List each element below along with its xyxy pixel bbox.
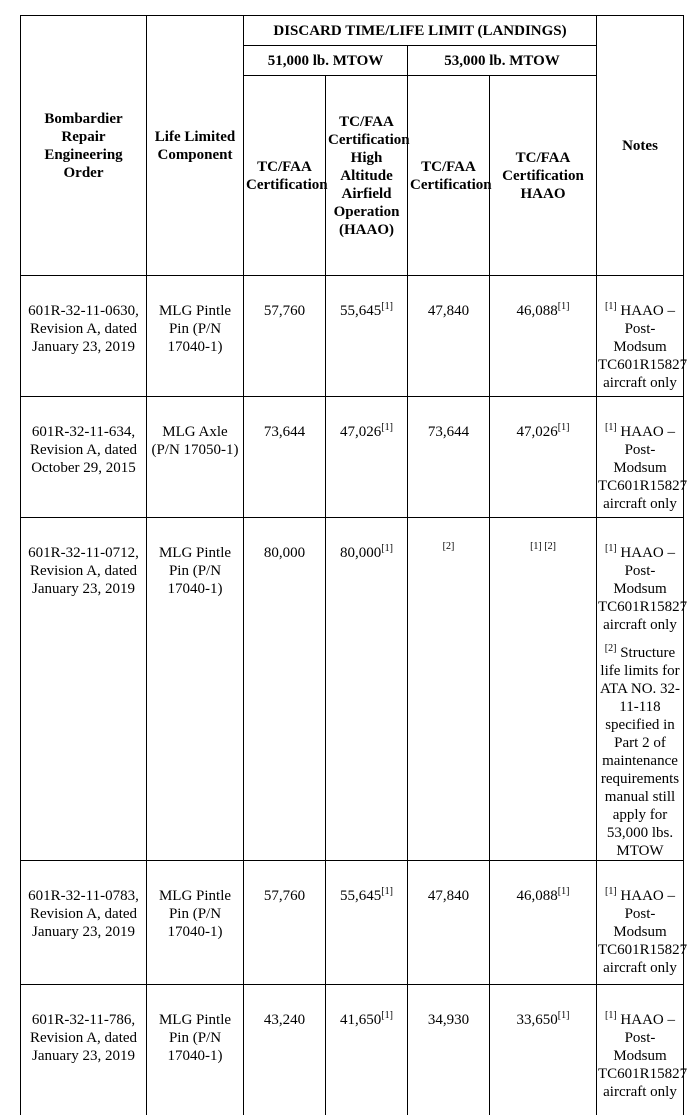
note-2: [2] Structure life limits for ATA NO. 32-11-118 specified in Part 2 of maintenance requirements manual still apply for 53,000 lbs. MTOW: [599, 643, 681, 859]
table-row: [21, 397, 684, 518]
footnote-ref: [1] [2]: [530, 541, 556, 552]
table-row: [21, 276, 684, 397]
limit-53-haao-cell: 46,088[1]: [490, 861, 597, 985]
header-51-haao: TC/FAA Certification High Altitude Airfield Operation (HAAO): [326, 76, 408, 276]
notes-cell: [597, 861, 688, 985]
limit-53-tc-cell: [408, 518, 490, 861]
note-1: [1] HAAO – Post-Modsum TC601R15827 aircraft only: [598, 543, 688, 633]
limit-51-haao-cell: 55,645[1]: [326, 276, 408, 397]
header-mtow-53000: 53,000 lb. MTOW: [408, 46, 597, 76]
component-cell: MLG Pintle Pin (P/N 17040-1): [147, 985, 244, 1115]
limit-53-haao-cell: [490, 518, 597, 861]
repair-order-cell: 601R-32-11-0630, Revision A, dated January 23, 2019: [21, 276, 147, 397]
table-row: [21, 518, 684, 861]
notes-cell: [597, 397, 688, 518]
limit-53-haao-cell: 33,650[1]: [490, 985, 597, 1115]
limit-53-tc-cell: 47,840: [408, 861, 490, 985]
table-row: [21, 985, 684, 1115]
limit-51-haao-cell: 41,650[1]: [326, 985, 408, 1115]
header-component: Life Limited Component: [147, 16, 244, 276]
repair-order-cell: 601R-32-11-786, Revision A, dated January 23, 2019: [21, 985, 147, 1115]
footnote-ref: [1]: [557, 1010, 570, 1021]
footnote-ref: [1]: [381, 543, 393, 554]
header-discard-time: DISCARD TIME/LIFE LIMIT (LANDINGS): [244, 16, 597, 46]
limit-53-haao-cell: 46,088[1]: [490, 276, 597, 397]
notes-cell: [597, 518, 688, 861]
limit-51-tc-cell: 57,760: [244, 276, 326, 397]
limit-53-tc-cell: 34,930: [408, 985, 490, 1115]
limit-51-tc-cell: 80,000: [244, 518, 326, 861]
note-1: [1] HAAO – Post-Modsum TC601R15827 aircraft only: [598, 422, 688, 512]
limit-51-haao-cell: 80,000[1]: [326, 518, 408, 861]
header-53-tc-faa: TC/FAA Certification: [408, 76, 490, 276]
header-notes: Notes: [597, 16, 684, 276]
note-1: [1] HAAO – Post-Modsum TC601R15827 aircraft only: [598, 301, 688, 391]
footnote-ref: [2]: [442, 541, 455, 552]
component-cell: MLG Pintle Pin (P/N 17040-1): [147, 276, 244, 397]
footnote-ref: [1]: [557, 886, 570, 897]
note-1: [1] HAAO – Post-Modsum TC601R15827 aircraft only: [598, 1010, 688, 1100]
limit-51-haao-cell: 47,026[1]: [326, 397, 408, 518]
limit-51-tc-cell: 57,760: [244, 861, 326, 985]
repair-order-cell: 601R-32-11-634, Revision A, dated October 29, 2015: [21, 397, 147, 518]
limit-51-tc-cell: 73,644: [244, 397, 326, 518]
header-repair-order: Bombardier Repair Engineering Order: [21, 16, 147, 276]
table-row: [21, 861, 684, 985]
footnote-ref: [1]: [381, 422, 393, 433]
limit-53-haao-cell: 47,026[1]: [490, 397, 597, 518]
component-cell: MLG Axle (P/N 17050-1): [147, 397, 244, 518]
note-1: [1] HAAO – Post-Modsum TC601R15827 aircraft only: [598, 886, 688, 976]
component-cell: MLG Pintle Pin (P/N 17040-1): [147, 861, 244, 985]
footnote-ref: [1]: [381, 301, 393, 312]
notes-cell: [597, 276, 688, 397]
repair-order-cell: 601R-32-11-0783, Revision A, dated January 23, 2019: [21, 861, 147, 985]
limit-53-tc-cell: 73,644: [408, 397, 490, 518]
limit-51-tc-cell: 43,240: [244, 985, 326, 1115]
repair-order-cell: 601R-32-11-0712, Revision A, dated January 23, 2019: [21, 518, 147, 861]
footnote-ref: [1]: [557, 422, 570, 433]
limit-53-tc-cell: 47,840: [408, 276, 490, 397]
component-cell: MLG Pintle Pin (P/N 17040-1): [147, 518, 244, 861]
footnote-ref: [1]: [381, 1010, 393, 1021]
footnote-ref: [1]: [557, 301, 570, 312]
header-51-tc-faa: TC/FAA Certification: [244, 76, 326, 276]
life-limit-table: [20, 15, 688, 1115]
header-mtow-51000: 51,000 lb. MTOW: [244, 46, 408, 76]
footnote-ref: [1]: [381, 886, 393, 897]
limit-51-haao-cell: 55,645[1]: [326, 861, 408, 985]
header-53-haao: TC/FAA Certification HAAO: [490, 76, 597, 276]
notes-cell: [597, 985, 688, 1115]
